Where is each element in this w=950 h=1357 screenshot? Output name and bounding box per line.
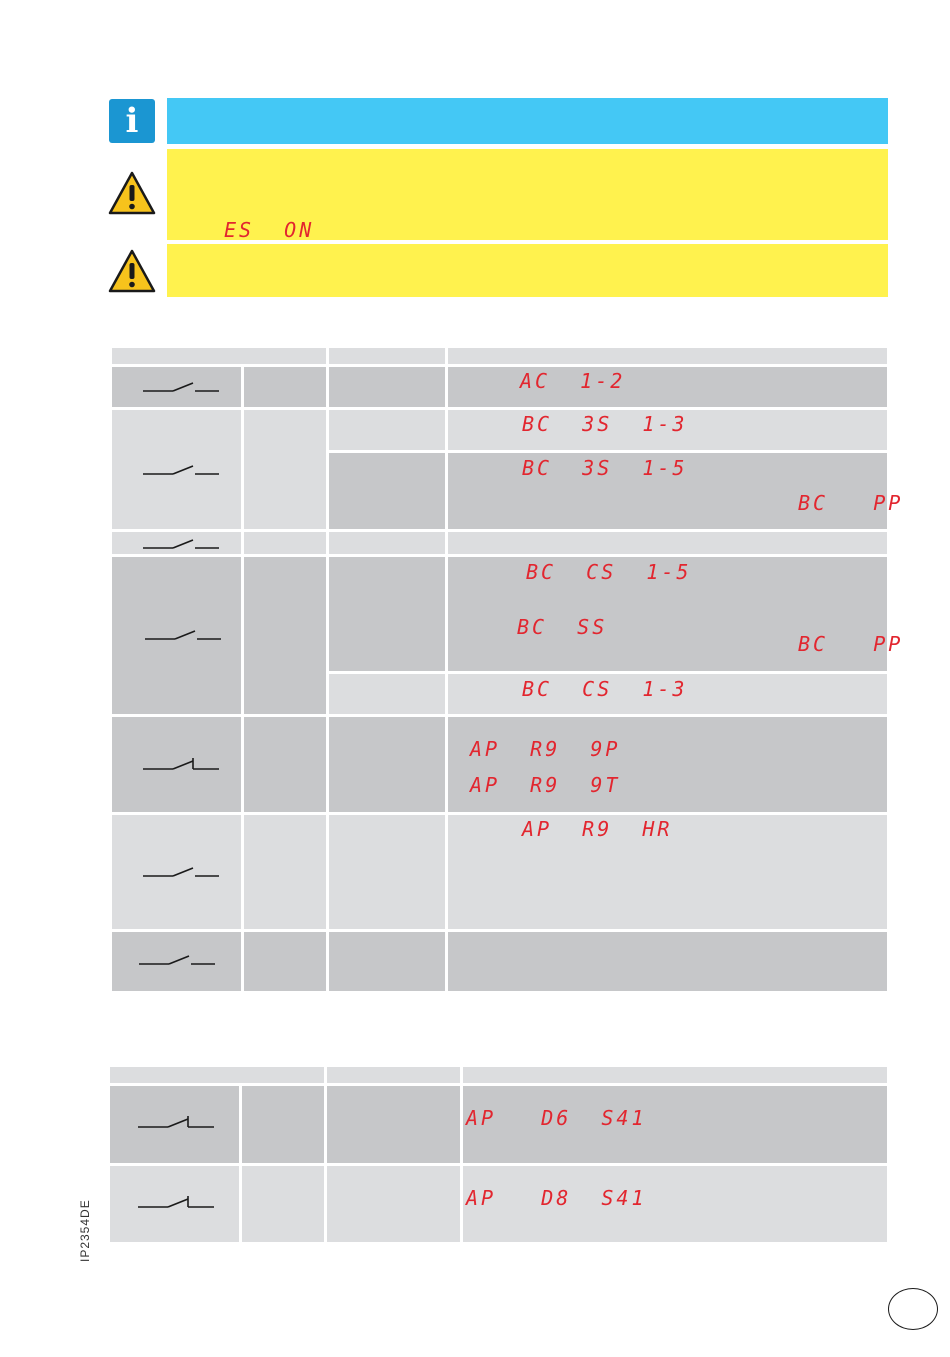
table-cell — [448, 932, 887, 991]
table-cell — [329, 557, 445, 671]
lcd-display-code: BC PP — [798, 632, 904, 656]
table-cell — [244, 932, 326, 991]
table-cell — [329, 410, 445, 450]
table-cell — [329, 717, 445, 812]
table-header-cell — [110, 1067, 324, 1083]
table-header-cell — [329, 348, 445, 364]
info-notice-bar — [167, 98, 888, 144]
contact-nc-symbol — [141, 755, 221, 775]
contact-no-symbol — [141, 377, 221, 397]
info-icon: i — [109, 99, 155, 143]
table-header-cell — [327, 1067, 460, 1083]
warning-notice-bar-2 — [167, 244, 888, 297]
table-cell — [329, 532, 445, 554]
table-cell — [242, 1086, 324, 1163]
table-cell — [327, 1166, 460, 1242]
table-cell — [329, 674, 445, 714]
table-header-cell — [448, 348, 887, 364]
lcd-display-code: AP D6 S41 — [466, 1106, 647, 1130]
lcd-display-code: BC 3S 1-5 — [522, 456, 688, 480]
table-cell — [244, 410, 326, 529]
contact-no-symbol — [143, 625, 223, 645]
contact-nc-symbol — [136, 1113, 216, 1133]
table-cell — [244, 367, 326, 407]
table-cell — [244, 557, 326, 714]
lcd-display-code: BC CS 1-3 — [522, 677, 688, 701]
contact-no-symbol — [137, 950, 217, 970]
lcd-display-code: AC 1-2 — [520, 369, 626, 393]
table-cell — [448, 717, 887, 812]
lcd-display-code: AP R9 9P — [470, 737, 621, 761]
page-number-circle — [888, 1288, 938, 1330]
contact-nc-symbol — [136, 1193, 216, 1213]
lcd-display-code: AP D8 S41 — [466, 1186, 647, 1210]
contact-no-symbol — [141, 534, 221, 554]
lcd-display-code: ES ON — [224, 218, 315, 242]
table-cell — [244, 532, 326, 554]
warning-icon — [107, 248, 157, 294]
lcd-display-code: AP R9 HR — [522, 817, 673, 841]
table-cell — [329, 932, 445, 991]
lcd-display-code: BC 3S 1-3 — [522, 412, 688, 436]
table-cell — [327, 1086, 460, 1163]
table-cell — [329, 453, 445, 529]
lcd-display-code: BC CS 1-5 — [526, 560, 692, 584]
table-cell — [329, 815, 445, 929]
lcd-display-code: AP R9 9T — [470, 773, 621, 797]
warning-icon — [107, 170, 157, 216]
table-cell — [242, 1166, 324, 1242]
table-cell — [329, 367, 445, 407]
table-header-cell — [112, 348, 326, 364]
table-cell — [448, 532, 887, 554]
document-code: IP2354DE — [78, 1199, 92, 1262]
table-cell — [244, 815, 326, 929]
table-cell — [448, 367, 887, 407]
contact-no-symbol — [141, 862, 221, 882]
contact-no-symbol — [141, 460, 221, 480]
lcd-display-code: BC PP — [798, 491, 904, 515]
table-header-cell — [463, 1067, 887, 1083]
lcd-display-code: BC SS — [517, 615, 608, 639]
table-cell — [244, 717, 326, 812]
